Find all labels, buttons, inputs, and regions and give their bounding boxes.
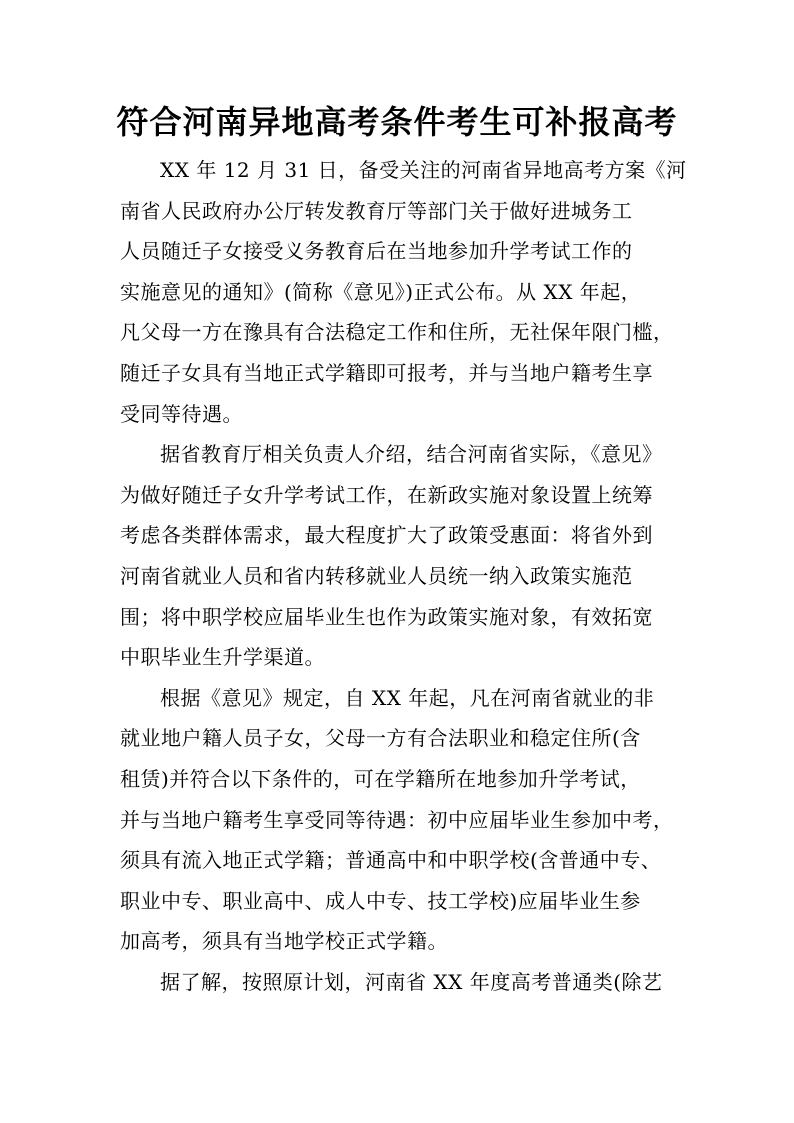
text-line: 据省教育厅相关负责人介绍，结合河南省实际，《意见》 [160,442,663,467]
text-line: 加高考，须具有当地学校正式学籍。 [120,929,448,954]
text-line: 根据《意见》规定，自 XX 年起，凡在河南省就业的非 [160,685,655,710]
paragraph [120,434,700,678]
document-body [120,150,700,1002]
text-line: 考虑各类群体需求，最大程度扩大了政策受惠面：将省外到 [120,523,653,548]
text-line: 凡父母一方在豫具有合法稳定工作和住所，无社保年限门槛， [120,320,674,345]
text-line: 围；将中职学校应届毕业生也作为政策实施对象，有效拓宽 [120,604,653,629]
text-line: 中职毕业生升学渠道。 [120,645,325,670]
paragraph [120,678,700,962]
text-line: XX 年 12 月 31 日，备受关注的河南省异地高考方案《河 [160,158,687,182]
text-line: 职业中专、职业高中、成人中专、技工学校)应届毕业生参 [120,888,641,913]
text-line: 据了解，按照原计划，河南省 XX 年度高考普通类(除艺 [160,969,663,994]
text-line: 就业地户籍人员子女，父母一方有合法职业和稳定住所(含 [120,726,641,751]
text-line: 河南省就业人员和省内转移就业人员统一纳入政策实施范 [120,563,633,588]
text-line: 随迁子女具有当地正式学籍即可报考，并与当地户籍考生享 [120,360,653,385]
text-line: 为做好随迁子女升学考试工作，在新政实施对象设置上统筹 [120,482,653,507]
document-title: 符合河南异地高考条件考生可补报高考 [116,103,678,141]
paragraph [120,150,700,434]
text-line: 须具有流入地正式学籍；普通高中和中职学校(含普通中专、 [120,848,662,873]
text-line: 受同等待遇。 [120,401,243,426]
text-line: 并与当地户籍考生享受同等待遇：初中应届毕业生参加中考， [120,807,674,832]
text-line: 人员随迁子女接受义务教育后在当地参加升学考试工作的 [120,239,633,264]
text-line: 南省人民政府办公厅转发教育厅等部门关于做好进城务工 [120,198,633,223]
text-line: 租赁)并符合以下条件的，可在学籍所在地参加升学考试， [120,766,641,791]
text-line: 实施意见的通知》(简称《意见》)正式公布。从 XX 年起， [120,279,642,304]
paragraph [120,962,700,1003]
